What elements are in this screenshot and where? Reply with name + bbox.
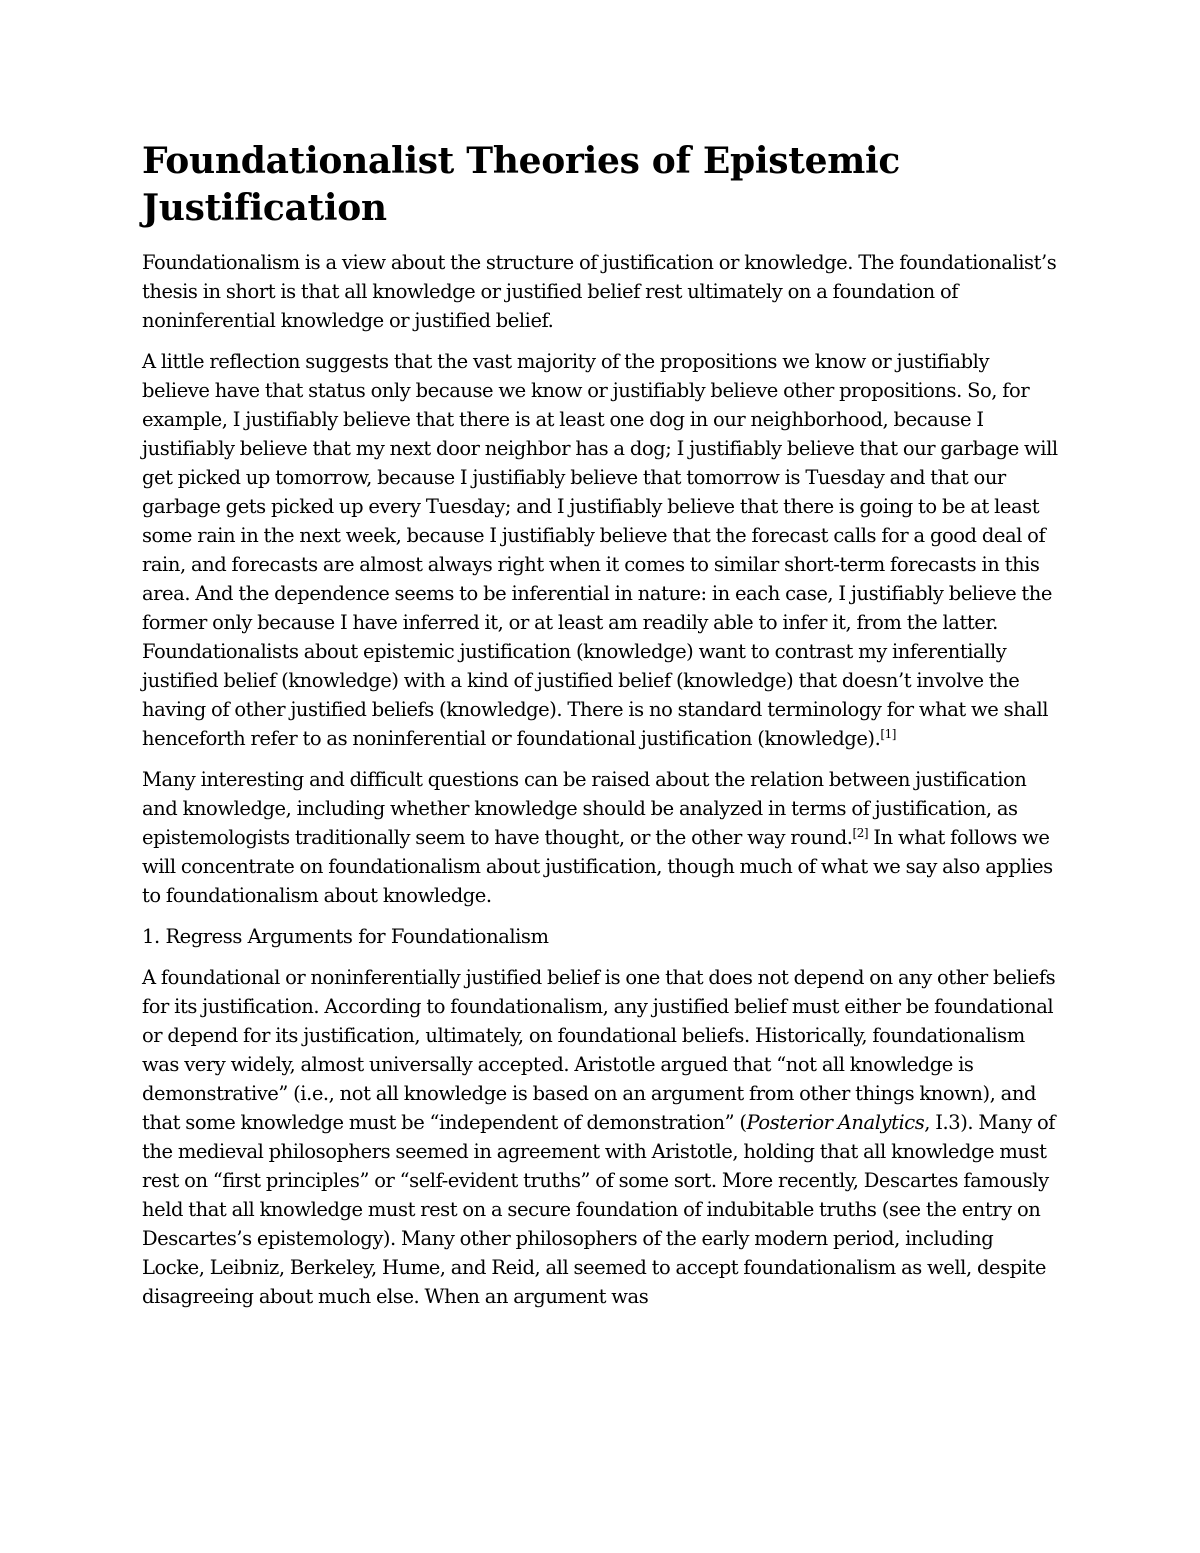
paragraph-inference <box>142 347 1060 753</box>
paragraph-intro-text: Foundationalism is a view about the structure of justification or knowledge. The foundationalist’s thesis in short is that all knowledge or justified belief rest ultimately on a foundation of noninferential knowledge or justified belief. <box>142 251 1057 332</box>
paragraph-knowledge-text-a: Many interesting and difficult questions can be raised about the relation between justification and knowledge, including whether knowledge should be analyzed in terms of justification, as epistemologists traditionally seem to have thought, or the other way round. <box>142 768 1027 849</box>
section-heading-regress: 1. Regress Arguments for Foundationalism <box>142 925 549 948</box>
paragraph-knowledge-text-b: In what follows we will concentrate on foundationalism about justification, though much of what we say also applies to foundationalism about knowledge. <box>142 826 1053 907</box>
paragraph-regress <box>142 963 1060 1311</box>
book-title-posterior-analytics: Posterior Analytics <box>746 1111 925 1134</box>
paragraph-intro <box>142 248 1060 335</box>
page-title: Foundationalist Theories of Epistemic Justification <box>142 140 900 229</box>
footnote-ref-2[interactable]: [2] <box>852 826 869 840</box>
paragraph-knowledge <box>142 765 1060 910</box>
paragraph-inference-text: A little reflection suggests that the vast majority of the propositions we know or justifiably believe have that status only because we know or justifiably believe other propositions. So, for example, I justifiably believe that there is at least one dog in our neighborhood, because I justifiably believe that my next door neighbor has a dog; I justifiably believe that our garbage will get picked up tomorrow, because I justifiably believe that tomorrow is Tuesday and that our garbage gets picked up every Tuesday; and I justifiably believe that there is going to be at least some rain in the next week, because I justifiably believe that the forecast calls for a good deal of rain, and forecasts are almost always right when it comes to similar short-term forecasts in this area. And the dependence seems to be inferential in nature: in each case, I justifiably believe the former only because I have inferred it, or at least am readily able to infer it, from the latter. Foundationalists about epistemic justification (knowledge) want to contrast my inferentially justified belief (knowledge) with a kind of justified belief (knowledge) that doesn’t involve the having of other justified beliefs (knowledge). There is no standard terminology for what we shall henceforth refer to as noninferential or foundational justification (knowledge). <box>142 350 1058 750</box>
paragraph-regress-text-a: A foundational or noninferentially justified belief is one that does not depend on any other beliefs for its justification. According to foundationalism, any justified belief must either be foundational or depend for its justification, ultimately, on foundational beliefs. Historically, foundationalism was very widely, almost universally accepted. Aristotle argued that “not all knowledge is demonstrative” (i.e., not all knowledge is based on an argument from other things known), and that some knowledge must be “independent of demonstration” ( <box>142 966 1056 1134</box>
footnote-ref-1[interactable]: [1] <box>880 727 896 741</box>
paragraph-regress-text-b: , I.3). Many of the medieval philosophers seemed in agreement with Aristotle, holding that all knowledge must rest on “first principles” or “self-evident truths” of some sort. More recently, Descartes famously held that all knowledge must rest on a secure foundation of indubitable truths (see the entry on Descartes’s epistemology). Many other philosophers of the early modern period, including Locke, Leibniz, Berkeley, Hume, and Reid, all seemed to accept foundationalism as well, despite disagreeing about much else. When an argument was <box>142 1111 1056 1308</box>
